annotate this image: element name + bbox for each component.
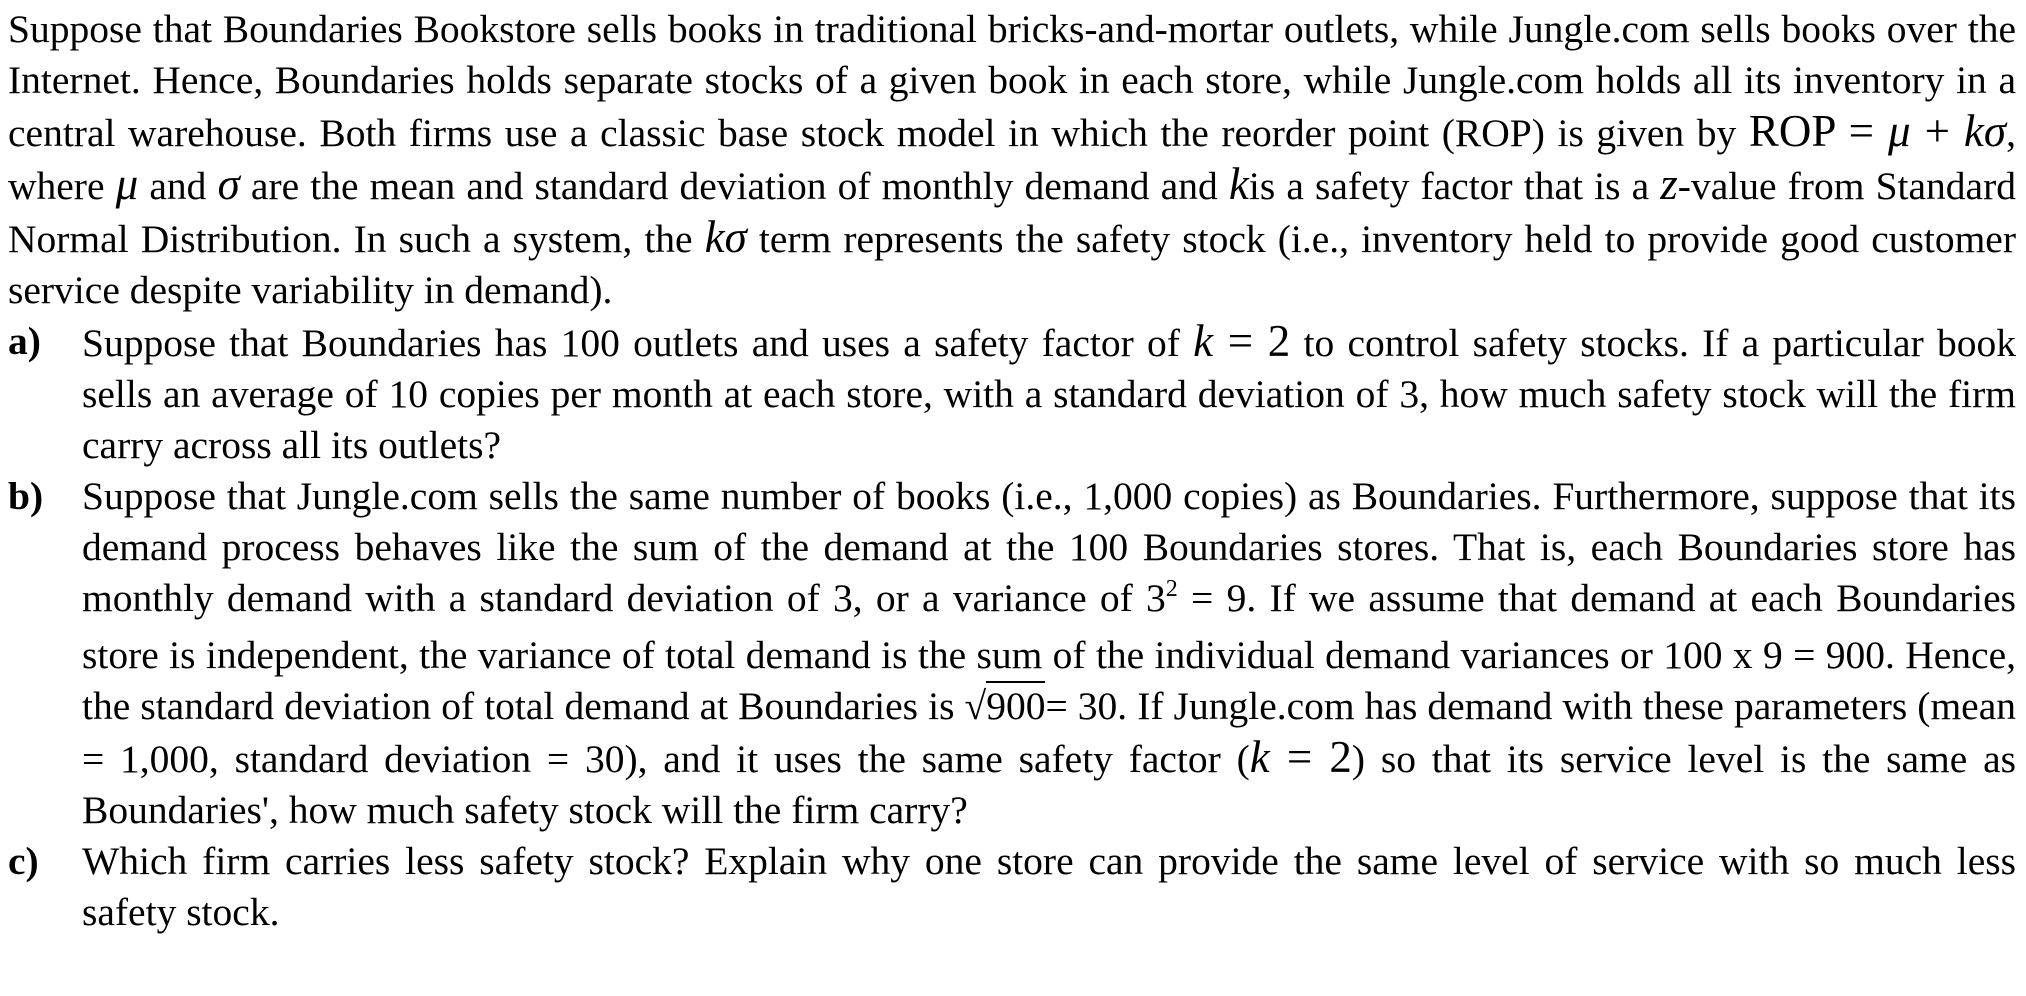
question-b-text-3: = 30. If Jungle.com has demand with these parameters (mean = 1,000, standard deviation = 30), and it uses the same safety factor ( xyxy=(82,684,2016,781)
intro-text-4: are the mean and standard deviation of monthly demand and xyxy=(239,164,1229,208)
k-value: = 2 xyxy=(1269,732,1352,782)
mu-symbol: μ xyxy=(115,159,139,209)
question-b-text xyxy=(82,471,2016,836)
question-c xyxy=(8,836,2016,938)
sqrt-radicand: 900 xyxy=(986,681,1045,728)
question-a-label: a) xyxy=(8,319,41,363)
sigma-symbol: σ xyxy=(724,212,747,262)
plus-sign: + xyxy=(1910,106,1964,156)
question-a-text-1: Suppose that Boundaries has 100 outlets and uses a safety factor of xyxy=(82,321,1194,365)
safety-factor-formula xyxy=(1250,732,1352,782)
intro-paragraph xyxy=(8,4,2016,316)
k-symbol: k xyxy=(1193,316,1214,366)
mu-symbol: μ xyxy=(1888,106,1911,156)
question-a-text-2: to control safety stocks. If a particular book sells an average of 10 copies per month at each store, with a standard deviation of 3, how much safety stock will the firm carry across all its outlets? xyxy=(82,321,2016,467)
question-c-label: c) xyxy=(8,839,39,883)
intro-text-7: term represents the safety stock (i.e., inventory held to provide good customer service despite variability in demand). xyxy=(8,217,2016,312)
question-b xyxy=(8,471,2016,836)
question-b-text-2: = 9. If we assume that demand at each Boundaries store is independent, the variance of total demand is the sum of the individual demand variances or 100 x 9 = 900. Hence, the standard deviation of total demand at Boundaries is xyxy=(82,576,2016,728)
intro-text-1: Suppose that Boundaries Bookstore sells books in traditional bricks-and-mortar outlets, while Jungle.com sells books over the Internet. Hence, Boundaries holds separate stocks of a given book in each store, while Jungle.com holds all its inventory in a central warehouse. Both firms use a classic base stock model in which the reorder point (ROP) is given by xyxy=(8,7,2016,155)
rop-symbol: ROP xyxy=(1748,106,1835,156)
k-value: = 2 xyxy=(1213,316,1291,366)
k-symbol: k xyxy=(1249,732,1270,782)
sqrt-sign: √ xyxy=(964,684,987,728)
question-b-text-4: ) so that its service level is the same as Boundaries', how much safety stock will the firm carry? xyxy=(82,737,2016,832)
equals-sign: = xyxy=(1834,106,1889,156)
problem-document xyxy=(8,4,2016,938)
k-symbol: k xyxy=(1228,159,1249,209)
intro-text-5: is a safety factor that is a xyxy=(1248,164,1661,208)
z-symbol: z xyxy=(1660,159,1678,209)
question-b-label: b) xyxy=(8,474,44,518)
rop-formula xyxy=(1749,106,2006,156)
k-sigma-term xyxy=(705,212,747,262)
intro-text-6: -value from Standard Normal Distribution. In such a system, the xyxy=(8,164,2016,261)
sigma-symbol: σ xyxy=(217,159,240,209)
question-a-text xyxy=(82,316,2016,471)
k-symbol: k xyxy=(1963,106,1984,156)
safety-factor-formula xyxy=(1193,316,1290,366)
intro-text-2: , where xyxy=(8,111,2016,208)
sigma-symbol: σ xyxy=(1983,106,2007,156)
k-symbol: k xyxy=(704,212,725,262)
question-b-text-1: Suppose that Jungle.com sells the same number of books (i.e., 1,000 copies) as Boundaries. Furthermore, suppose that its demand process behaves like the sum of the demand at the 100 Boundaries stores. That is, each Boundaries store has monthly demand with a standard deviation of 3, or a variance of 3 xyxy=(82,474,2016,620)
question-a xyxy=(8,316,2016,471)
intro-text-3: and xyxy=(138,164,218,208)
question-c-text: Which firm carries less safety stock? Explain why one store can provide the same level of service with so much less safety stock. xyxy=(82,839,2016,934)
superscript-2: 2 xyxy=(1165,576,1178,602)
square-root-expression xyxy=(965,681,1046,728)
